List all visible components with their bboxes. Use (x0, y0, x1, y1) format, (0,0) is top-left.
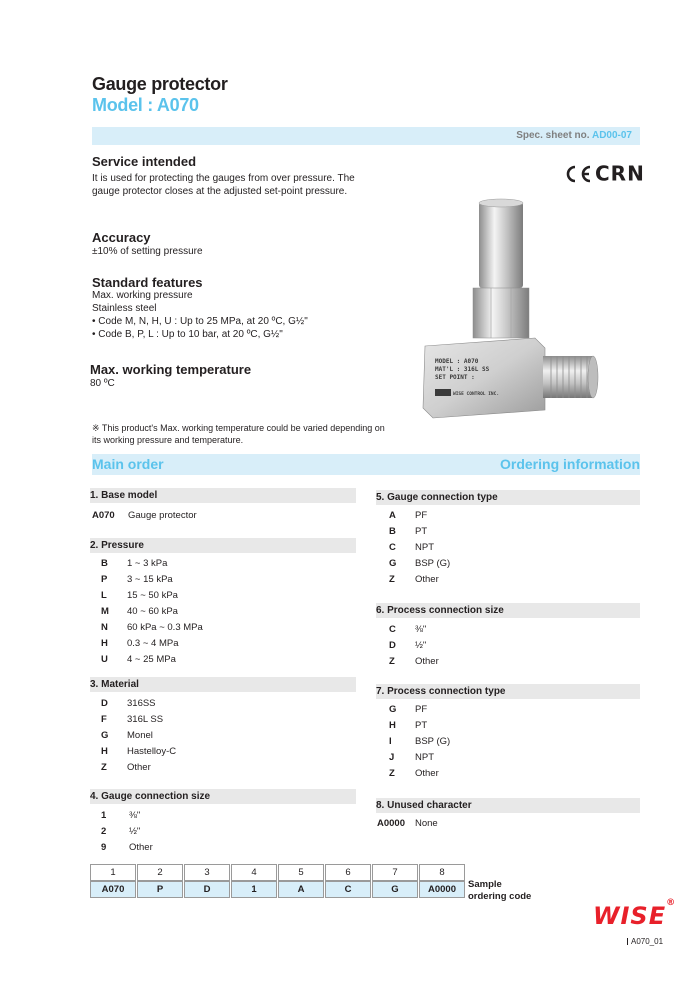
option-row (101, 557, 167, 571)
option-code: H (389, 720, 396, 731)
engraving-setpoint: SET POINT : (435, 374, 475, 381)
option-row (101, 809, 140, 823)
option-code: 1 (101, 810, 107, 821)
option-code: B (389, 526, 396, 537)
accuracy-heading: Accuracy (92, 230, 151, 245)
group-heading: 1. Base model (90, 488, 356, 503)
value-cell: G (372, 881, 418, 898)
feature-line: • Code M, N, H, U : Up to 25 MPa, at 20 ºC, G½" (92, 316, 308, 327)
value-cell: D (184, 881, 230, 898)
option-desc: ⅜" (129, 810, 141, 821)
option-row (101, 713, 163, 727)
option-code: C (389, 624, 396, 635)
option-row (101, 761, 151, 775)
temperature-heading: Max. working temperature (90, 362, 252, 377)
position-cell: 3 (184, 864, 230, 881)
position-cell: 8 (419, 864, 465, 881)
option-desc: ½" (129, 826, 141, 837)
value-cell: A070 (90, 881, 136, 898)
certification-marks (563, 160, 645, 186)
option-row (101, 745, 176, 759)
temperature-note: ※ This product's Max. working temperature could be varied depending on its working pressure and temperature. (92, 423, 385, 445)
features-heading: Standard features (92, 275, 203, 290)
spec-sheet-label: Spec. sheet no. (516, 130, 590, 141)
feature-line: Max. working pressure (92, 290, 193, 301)
option-code: H (101, 746, 108, 757)
option-row (389, 541, 434, 555)
option-desc: Gauge protector (128, 510, 197, 521)
accuracy-text: ±10% of setting pressure (92, 246, 203, 257)
option-row (389, 509, 427, 523)
option-desc: 1 ~ 3 kPa (127, 558, 168, 569)
engraving-material: MAT'L : 316L SS (435, 366, 490, 373)
option-row (101, 621, 203, 635)
option-desc: PF (415, 510, 428, 521)
features-list (92, 289, 382, 341)
option-desc: 15 ~ 50 kPa (127, 590, 178, 601)
option-row (101, 589, 178, 603)
feature-line: Stainless steel (92, 303, 157, 314)
option-row (389, 735, 450, 749)
option-code: D (101, 698, 108, 709)
value-cell: C (325, 881, 371, 898)
option-row (389, 703, 427, 717)
sample-ordering-label (468, 879, 531, 903)
option-code: C (389, 542, 396, 553)
group-heading: 2. Pressure (90, 538, 356, 553)
option-row (101, 653, 176, 667)
option-desc: None (415, 818, 438, 829)
option-code: A070 (92, 510, 115, 521)
group-heading: 8. Unused character (376, 798, 640, 813)
option-code: Z (389, 574, 395, 585)
option-row (92, 509, 197, 523)
option-row (101, 637, 179, 651)
ordering-information-heading: Ordering information (500, 456, 640, 472)
sample-label-line: ordering code (468, 891, 532, 902)
option-code: F (101, 714, 107, 725)
spec-sheet-bar (92, 127, 640, 145)
option-row (101, 573, 173, 587)
group-heading: 4. Gauge connection size (90, 789, 356, 804)
temperature-text: 80 ºC (90, 378, 115, 389)
option-code: B (101, 558, 108, 569)
option-desc: 316SS (127, 698, 156, 709)
option-code: D (389, 640, 396, 651)
option-desc: 4 ~ 25 MPa (127, 654, 176, 665)
registered-mark: ® (666, 898, 677, 908)
main-order-bar (92, 454, 640, 475)
option-code: A (389, 510, 396, 521)
page-id-text: A070_01 (631, 937, 664, 946)
ce-mark-icon (563, 164, 595, 184)
option-code: Z (101, 762, 107, 773)
main-order-heading: Main order (92, 456, 164, 472)
option-desc: ⅜" (415, 624, 427, 635)
position-cell: 6 (325, 864, 371, 881)
group-heading: 5. Gauge connection type (376, 490, 640, 505)
crn-mark: CRN (595, 161, 645, 186)
option-row (101, 825, 140, 839)
option-desc: PT (415, 720, 428, 731)
option-code: M (101, 606, 109, 617)
spec-sheet-code: AD00-07 (591, 130, 632, 141)
option-row (389, 751, 434, 765)
option-code: G (389, 704, 397, 715)
option-code: H (101, 638, 108, 649)
gauge-protector-image (405, 198, 605, 430)
wise-logo (593, 898, 677, 930)
option-row (389, 557, 450, 571)
value-cell: A0000 (419, 881, 465, 898)
option-code: Z (389, 768, 395, 779)
option-desc: BSP (G) (415, 736, 451, 747)
feature-line: • Code B, P, L : Up to 10 bar, at 20 ºC, G½" (92, 329, 283, 340)
option-desc: Other (415, 656, 439, 667)
option-code: I (389, 736, 392, 747)
option-desc: 0.3 ~ 4 MPa (127, 638, 179, 649)
engraving-model: MODEL : A070 (435, 358, 479, 365)
value-cell: 1 (231, 881, 277, 898)
option-desc: Hastelloy-C (127, 746, 177, 757)
option-row (389, 639, 426, 653)
value-cell: P (137, 881, 183, 898)
logo-text: WISE (593, 902, 667, 930)
option-code: A0000 (377, 818, 405, 829)
option-desc: 316L SS (127, 714, 164, 725)
option-code: P (101, 574, 108, 585)
option-desc: 3 ~ 15 kPa (127, 574, 173, 585)
group-heading: 7. Process connection type (376, 684, 640, 699)
option-row (101, 841, 153, 855)
option-desc: Other (129, 842, 153, 853)
option-desc: NPT (415, 542, 434, 553)
position-cell: 7 (372, 864, 418, 881)
option-code: G (389, 558, 397, 569)
position-cell: 5 (278, 864, 324, 881)
service-heading: Service intended (92, 154, 197, 169)
option-row (389, 525, 427, 539)
option-desc: BSP (G) (415, 558, 451, 569)
option-desc: Monel (127, 730, 153, 741)
option-row (389, 767, 439, 781)
option-desc: 60 kPa ~ 0.3 MPa (127, 622, 203, 633)
spec-sheet-number (516, 130, 632, 141)
position-cell: 1 (90, 864, 136, 881)
group-heading: 6. Process connection size (376, 603, 640, 618)
option-code: U (101, 654, 108, 665)
service-text: It is used for protecting the gauges from over pressure. The gauge protector closes at the adjusted set-point pressure. (92, 173, 355, 197)
engraving-brand: WISE CONTROL INC. (453, 392, 500, 397)
option-row (377, 817, 438, 831)
option-desc: Other (127, 762, 151, 773)
option-desc: PF (415, 704, 428, 715)
option-row (101, 697, 156, 711)
option-desc: ½" (415, 640, 427, 651)
option-row (389, 573, 439, 587)
group-heading: 3. Material (90, 677, 356, 692)
option-code: N (101, 622, 108, 633)
option-code: L (101, 590, 107, 601)
option-code: Z (389, 656, 395, 667)
sample-label-line: Sample (468, 879, 502, 890)
engraving-logo-icon (435, 389, 451, 396)
option-desc: NPT (415, 752, 434, 763)
position-cell: 4 (231, 864, 277, 881)
option-code: 9 (101, 842, 107, 853)
option-desc: PT (415, 526, 428, 537)
option-code: J (389, 752, 395, 763)
option-desc: 40 ~ 60 kPa (127, 606, 178, 617)
option-row (101, 729, 153, 743)
position-cell: 2 (137, 864, 183, 881)
option-code: G (101, 730, 109, 741)
option-code: 2 (101, 826, 107, 837)
page-title: Gauge protector (92, 74, 228, 94)
option-desc: Other (415, 574, 439, 585)
option-row (389, 719, 427, 733)
option-desc: Other (415, 768, 439, 779)
value-cell: A (278, 881, 324, 898)
model-subtitle: Model : A070 (92, 95, 199, 115)
option-row (101, 605, 178, 619)
page-id (627, 937, 663, 946)
option-row (389, 623, 426, 637)
option-row (389, 655, 439, 669)
